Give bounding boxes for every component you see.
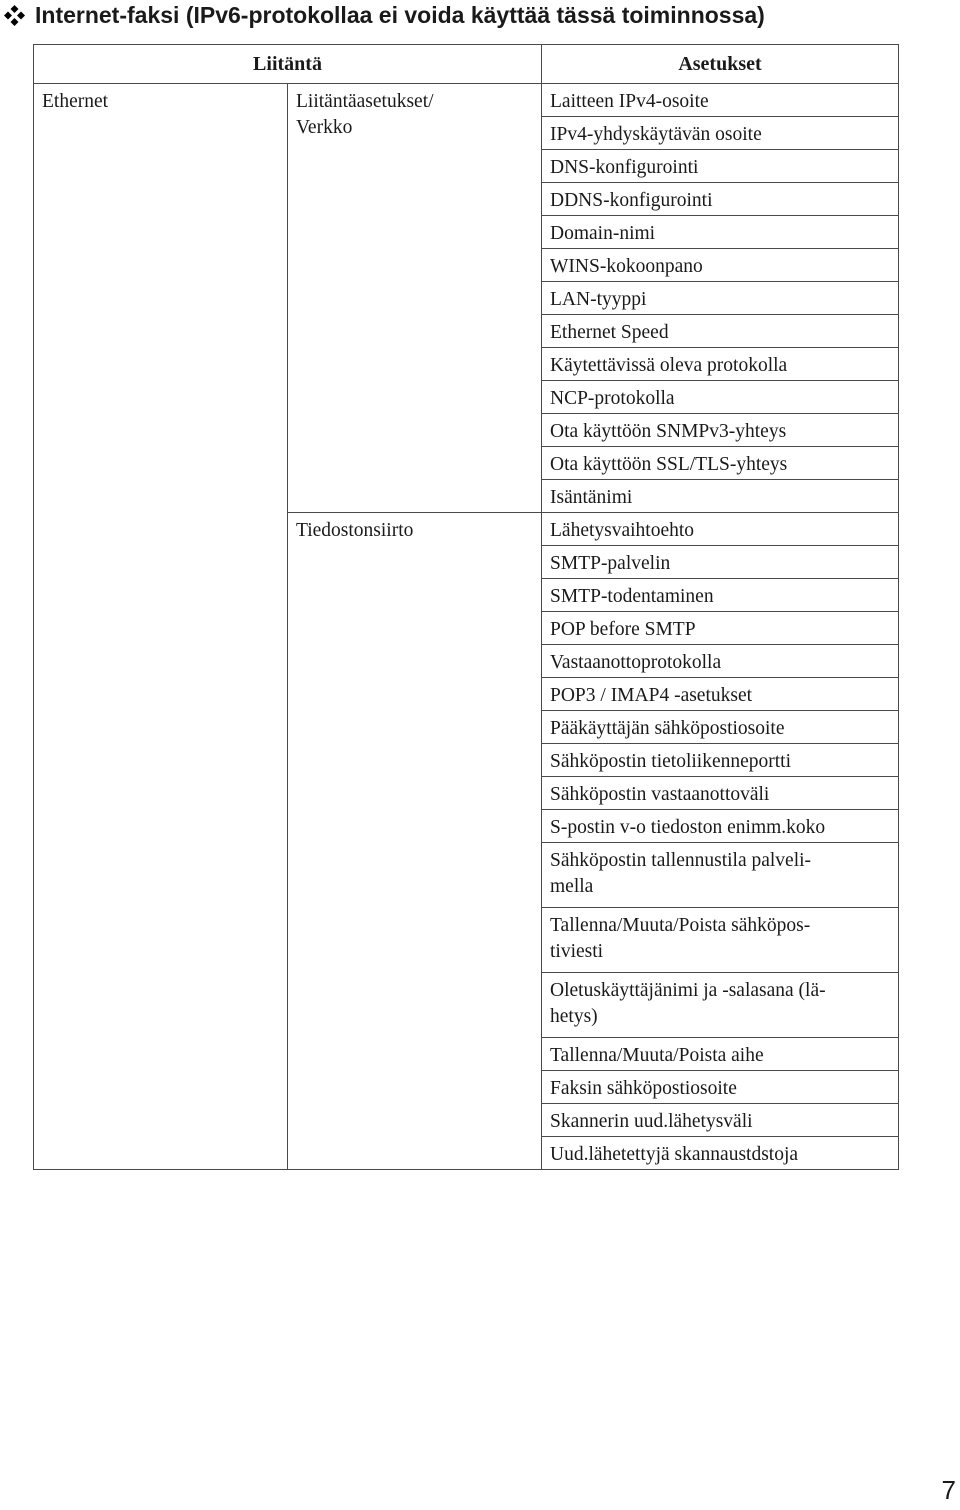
setting-cell: Domain-nimi bbox=[542, 216, 899, 249]
section-heading bbox=[4, 0, 944, 30]
setting-cell: Skannerin uud.lähetysväli bbox=[542, 1104, 899, 1137]
setting-cell: Ethernet Speed bbox=[542, 315, 899, 348]
setting-cell: POP3 / IMAP4 -asetukset bbox=[542, 678, 899, 711]
group-cell bbox=[288, 84, 542, 513]
table-row bbox=[34, 84, 899, 117]
header-settings: Asetukset bbox=[542, 45, 899, 84]
diamond-bullet-icon bbox=[4, 5, 25, 26]
interface-cell bbox=[34, 84, 288, 1170]
setting-cell: Tallenna/Muuta/Poista sähköpos- tiviesti bbox=[542, 908, 899, 973]
setting-cell: Sähköpostin tietoliikenneportti bbox=[542, 744, 899, 777]
setting-cell: SMTP-todentaminen bbox=[542, 579, 899, 612]
setting-cell: LAN-tyyppi bbox=[542, 282, 899, 315]
setting-cell: Isäntänimi bbox=[542, 480, 899, 513]
setting-cell: Ota käyttöön SSL/TLS-yhteys bbox=[542, 447, 899, 480]
setting-cell: Faksin sähköpostiosoite bbox=[542, 1071, 899, 1104]
setting-cell: POP before SMTP bbox=[542, 612, 899, 645]
setting-cell: Pääkäyttäjän sähköpostiosoite bbox=[542, 711, 899, 744]
header-interface: Liitäntä bbox=[34, 45, 542, 84]
section-heading-text: Internet-faksi (IPv6-protokollaa ei voida käyttää tässä toiminnossa) bbox=[35, 1, 765, 28]
settings-table bbox=[33, 44, 899, 1170]
setting-cell: DDNS-konfigurointi bbox=[542, 183, 899, 216]
setting-cell: IPv4-yhdyskäytävän osoite bbox=[542, 117, 899, 150]
setting-cell: Tallenna/Muuta/Poista aihe bbox=[542, 1038, 899, 1071]
setting-cell: SMTP-palvelin bbox=[542, 546, 899, 579]
setting-cell: Ota käyttöön SNMPv3-yhteys bbox=[542, 414, 899, 447]
group-label: Tiedostonsiirto bbox=[296, 520, 414, 541]
setting-cell: Lähetysvaihtoehto bbox=[542, 513, 899, 546]
setting-cell: S-postin v-o tiedoston enimm.koko bbox=[542, 810, 899, 843]
setting-cell: WINS-kokoonpano bbox=[542, 249, 899, 282]
setting-cell: DNS-konfigurointi bbox=[542, 150, 899, 183]
table-header-row bbox=[34, 45, 899, 84]
setting-cell: Sähköpostin tallennustila palveli- mella bbox=[542, 843, 899, 908]
setting-cell: Sähköpostin vastaanottoväli bbox=[542, 777, 899, 810]
setting-cell: Uud.lähetettyjä skannaustdstoja bbox=[542, 1137, 899, 1170]
setting-cell: Käytettävissä oleva protokolla bbox=[542, 348, 899, 381]
group-cell bbox=[288, 513, 542, 1170]
page-number: 7 bbox=[941, 1475, 956, 1505]
group-label: Liitäntäasetukset/ Verkko bbox=[296, 91, 434, 138]
setting-cell: Vastaanottoprotokolla bbox=[542, 645, 899, 678]
setting-cell: NCP-protokolla bbox=[542, 381, 899, 414]
interface-label: Ethernet bbox=[42, 91, 109, 112]
setting-cell: Laitteen IPv4-osoite bbox=[542, 84, 899, 117]
setting-cell: Oletuskäyttäjänimi ja -salasana (lä- hetys) bbox=[542, 973, 899, 1038]
